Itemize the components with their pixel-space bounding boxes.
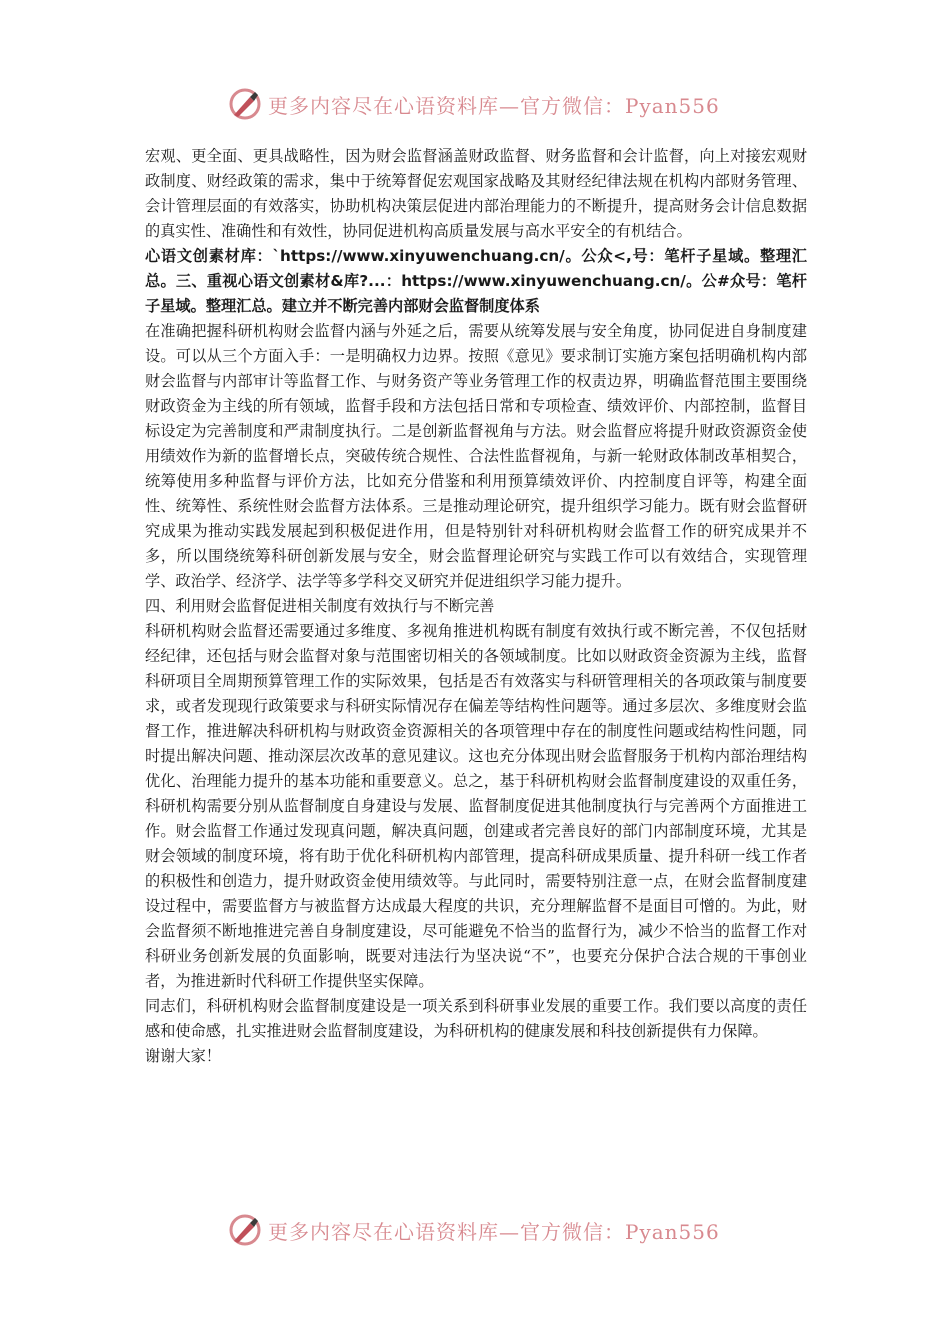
paragraph: 宏观、更全面、更具战略性，因为财会监督涵盖财政监督、财务监督和会计监督，向上对接宏观财政制度、财经政策的需求，集中于统筹督促宏观国家战略及其财经纪律法规在机构内部财务管理、会计管理层面的有效落实，协助机构决策层促进内部治理能力的不断提升，提高财务会计信息数据的真实性、准确性和有效性，协同促进机构高质量发展与高水平安全的有机结合。	[145, 147, 807, 240]
paragraph: 在准确把握科研机构财会监督内涵与外延之后，需要从统筹发展与安全角度，协同促进自身制度建设。可以从三个方面入手：一是明确权力边界。按照《意见》要求制订实施方案包括明确机构内部财会监督与内部审计等监督工作、与财务资产等业务管理工作的权责边界，明确监督范围主要围绕财政资金为主线的所有领域，监督手段和方法包括日常和专项检查、绩效评价、内部控制，监督目标设定为完善制度和严肃制度执行。二是创新监督视角与方法。财会监督应将提升财政资源资金使用绩效作为新的监督增长点，突破传统合规性、合法性监督视角，与新一轮财政体制改革相契合，统筹使用多种监督与评价方法，比如充分借鉴和利用预算绩效评价、内控制度自评等，构建全面性、统筹性、系统性财会监督方法体系。三是推动理论研究，提升组织学习能力。既有财会监督研究成果为推动实践发展起到积极促进作用，但是特别针对科研机构财会监督工作的研究成果并不多，所以围绕统筹科研创新发展与安全，财会监督理论研究与实践工作可以有效结合，实现管理学、政治学、经济学、法学等多学科交叉研究并促进组织学习能力提升。	[145, 322, 807, 590]
document-body	[145, 144, 807, 1069]
section-heading: 四、利用财会监督促进相关制度有效执行与不断完善	[145, 597, 495, 615]
closing-line: 谢谢大家！	[145, 1047, 221, 1065]
inserted-ad-paragraph: 心语文创素材库：`https://www.xinyuwenchuang.cn/。公众<,号：笔杆子星域。整理汇总。三、重视心语文创素材&库?...：https://www.xinyuwenchuang.cn/。公#众号：笔杆子星域。整理汇总。建立并不断完善内部财会监督制度体系	[145, 247, 807, 315]
header-banner-text: 更多内容尽在心语资料库—官方微信：Pyan556	[268, 93, 720, 118]
header-banner	[228, 84, 748, 124]
footer-banner-text: 更多内容尽在心语资料库—官方微信：Pyan556	[268, 1219, 720, 1244]
pen-logo-icon	[228, 87, 262, 121]
footer-banner	[228, 1210, 748, 1250]
paragraph: 同志们，科研机构财会监督制度建设是一项关系到科研事业发展的重要工作。我们要以高度的责任感和使命感，扎实推进财会监督制度建设，为科研机构的健康发展和科技创新提供有力保障。	[145, 997, 807, 1040]
paragraph: 科研机构财会监督还需要通过多维度、多视角推进机构既有制度有效执行或不断完善，不仅包括财经纪律，还包括与财会监督对象与范围密切相关的各领域制度。比如以财政资金资源为主线，监督科研项目全周期预算管理工作的实际效果，包括是否有效落实与科研管理相关的各项政策与制度要求，或者发现现行政策要求与科研实际情况存在偏差等结构性问题等。通过多层次、多维度财会监督工作，推进解决科研机构与财政资金资源相关的各项管理中存在的制度性问题或结构性问题，同时提出解决问题、推动深层次改革的意见建议。这也充分体现出财会监督服务于机构内部治理结构优化、治理能力提升的基本功能和重要意义。总之，基于科研机构财会监督制度建设的双重任务，科研机构需要分别从监督制度自身建设与发展、监督制度促进其他制度执行与完善两个方面推进工作。财会监督工作通过发现真问题，解决真问题，创建或者完善良好的部门内部制度环境，尤其是财会领域的制度环境，将有助于优化科研机构内部管理，提高科研成果质量、提升科研一线工作者的积极性和创造力，提升财政资金使用绩效等。与此同时，需要特别注意一点，在财会监督制度建设过程中，需要监督方与被监督方达成最大程度的共识，充分理解监督不是面目可憎的。为此，财会监督须不断地推进完善自身制度建设，尽可能避免不恰当的监督行为，减少不恰当的监督工作对科研业务创新发展的负面影响，既要对违法行为坚决说“不”，也要充分保护合法合规的干事创业者，为推进新时代科研工作提供坚实保障。	[145, 622, 807, 990]
pen-logo-icon	[228, 1213, 262, 1247]
